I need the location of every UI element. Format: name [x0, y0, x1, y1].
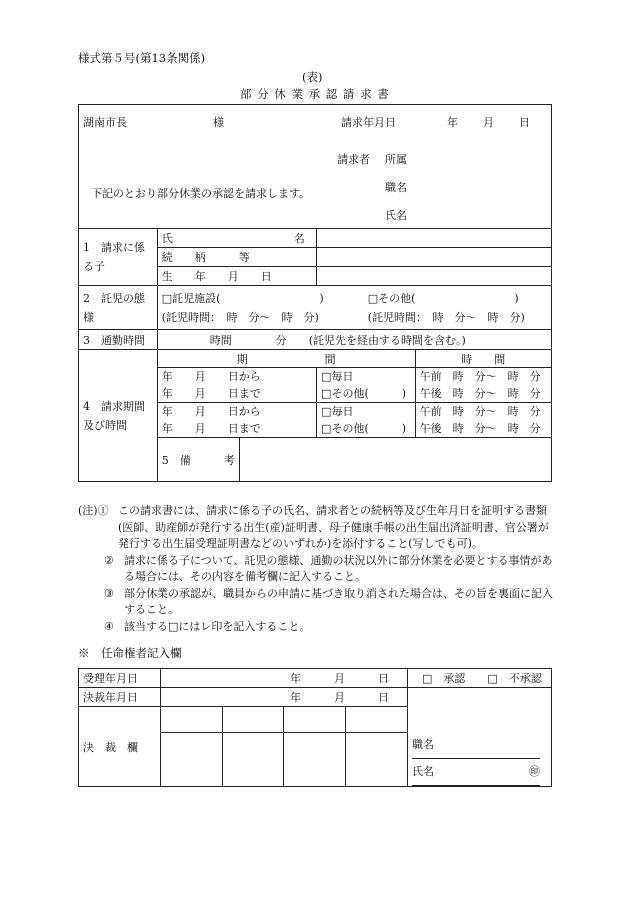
name-label: 氏名 — [385, 209, 407, 222]
approval-cell-h1[interactable] — [160, 707, 222, 733]
time-header: 時 間 — [415, 350, 551, 368]
period2-from[interactable]: 年 月 日から — [161, 405, 261, 418]
approval-cell-h2[interactable] — [222, 707, 284, 733]
remarks-field[interactable] — [239, 438, 551, 482]
period1-from[interactable]: 年 月 日から — [161, 370, 261, 383]
note-1: この請求書には、請求に係る子の氏名、請求者との続柄等及び生年月日を証明する書類(医師、助産師が発行する出生(産)証明書、母子健康手帳の出生届出済証明書、官公署が発行する出生届受理証明書などのいずれか)を添付すること(写しでも可)。 — [118, 504, 549, 550]
approval-cell-h4[interactable] — [346, 707, 408, 733]
note-prefix: (注)① — [78, 504, 109, 517]
approval-cell-4[interactable] — [346, 733, 408, 787]
side-label: (表) — [302, 70, 323, 84]
note-2: 請求に係る子について、託児の態様、通勤の状況以外に部分休業を必要とする事情がある場合には、その内容を備考欄に記入すること。 — [124, 553, 553, 583]
addressee: 湖南市長 — [83, 116, 127, 129]
seal-mark: ㊞ — [529, 765, 540, 778]
period2-pm: 午後 時 分～ 時 分 — [419, 422, 541, 435]
section3-label: 3 通勤時間 — [79, 330, 158, 350]
child-name-value[interactable] — [317, 229, 552, 248]
childcare-time-2: (託児時間： 時 分～ 時 分) — [367, 310, 525, 324]
affiliation-label: 所属 — [385, 153, 407, 166]
approver-position-label: 職名 — [412, 738, 434, 751]
period1-am: 午前 時 分～ 時 分 — [419, 370, 541, 383]
approval-cell-2[interactable] — [222, 733, 284, 787]
notes-block — [78, 503, 558, 635]
period2-to[interactable]: 年 月 日まで — [161, 422, 261, 435]
request-statement: 下記のとおり部分休業の承認を請求します。 — [91, 187, 311, 200]
period1-to[interactable]: 年 月 日まで — [161, 387, 261, 400]
position-label: 職名 — [385, 181, 407, 194]
decided-date-value[interactable]: 年 月 日 — [160, 688, 407, 707]
section1-label: 1 請求に係る子 — [79, 229, 158, 286]
form-number: 様式第５号(第13条関係) — [78, 51, 206, 65]
request-date-day: 日 — [519, 116, 530, 129]
period2-other[interactable]: □その他( ) — [321, 422, 407, 435]
form-title: 部 分 休 業 承 認 請 求 書 — [240, 87, 390, 101]
request-date-label: 請求年月日 — [341, 116, 396, 129]
child-relation-value[interactable] — [317, 248, 552, 267]
period1-pm: 午後 時 分～ 時 分 — [419, 387, 541, 400]
period2-daily[interactable]: □毎日 — [321, 405, 354, 418]
child-birth-value[interactable] — [317, 267, 552, 286]
section4-label: 4 請求期間及び時間 — [79, 350, 158, 482]
appointer-table — [78, 668, 552, 787]
child-name-label: 氏 名 — [157, 229, 316, 248]
childcare-facility-option[interactable]: □託児施設( ) — [161, 291, 324, 305]
approver-name-label: 氏名 — [412, 765, 434, 778]
child-relation-label: 続 柄 等 — [157, 248, 316, 267]
approval-column-label: 決 裁 欄 — [79, 707, 161, 787]
approve-option[interactable]: □ 承認 — [422, 672, 466, 685]
childcare-time-1: (託児時間： 時 分～ 時 分) — [161, 310, 319, 324]
disapprove-option[interactable]: □ 不承認 — [487, 672, 542, 685]
note-4-marker: ④ — [104, 619, 114, 633]
note-3: 部分休業の承認が、職員からの申請に基づき取り消された場合は、その旨を裏面に記入すること。 — [124, 586, 553, 616]
header-block — [79, 105, 552, 229]
addressee-sama: 様 — [213, 116, 224, 129]
childcare-other-option[interactable]: □その他( ) — [367, 291, 519, 305]
note-3-marker: ③ — [104, 586, 114, 600]
received-date-value[interactable]: 年 月 日 — [160, 669, 407, 688]
period-header: 期 間 — [157, 350, 415, 368]
request-form-table — [78, 104, 552, 482]
approval-cell-3[interactable] — [284, 733, 346, 787]
approval-cell-1[interactable] — [160, 733, 222, 787]
period1-other[interactable]: □その他( ) — [321, 387, 407, 400]
decided-date-label: 決裁年月日 — [79, 688, 161, 707]
note-4: 該当する□にはレ印を記入すること。 — [124, 619, 311, 633]
period1-daily[interactable]: □毎日 — [321, 370, 354, 383]
section5-label: 5 備 考 — [157, 438, 239, 482]
section2-label: 2 託児の態様 — [79, 286, 158, 330]
request-date-year: 年 — [447, 116, 458, 129]
appointer-heading: ※ 任命権者記入欄 — [78, 646, 182, 660]
child-birth-label: 生 年 月 日 — [157, 267, 316, 286]
commute-time-text: 時間 分 (託児先を経由する時間を含む。) — [157, 330, 551, 350]
note-2-marker: ② — [104, 553, 114, 567]
request-date-month: 月 — [483, 116, 494, 129]
approval-cell-h3[interactable] — [284, 707, 346, 733]
received-date-label: 受理年月日 — [79, 669, 161, 688]
requester-label: 請求者 — [337, 153, 370, 166]
period2-am: 午前 時 分～ 時 分 — [419, 405, 541, 418]
